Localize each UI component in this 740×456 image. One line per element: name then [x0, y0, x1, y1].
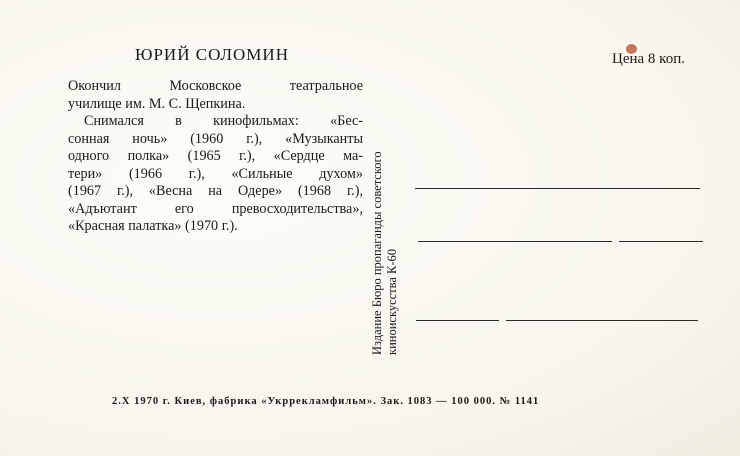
address-line — [506, 320, 698, 321]
bio-line: «Красная палатка» (1970 г.). — [68, 218, 238, 234]
address-line — [416, 320, 499, 321]
actor-name-title: ЮРИЙ СОЛОМИН — [135, 45, 289, 64]
bio-line: училище им. М. С. Щепкина. — [68, 95, 246, 112]
address-line — [415, 188, 700, 189]
publisher-line: киноискусства К-60 — [385, 248, 399, 355]
bio-line: «Адъютант его превосходительства», — [68, 200, 363, 217]
bio-line: Окончил Московское театральное — [68, 78, 363, 94]
bio-line: Снимался в кинофильмах: «Бес- — [84, 113, 363, 129]
address-line — [619, 241, 703, 242]
bio-line: (1967 г.), «Весна на Одере» (1968 г.), — [68, 183, 363, 199]
bio-line: тери» (1966 г.), «Сильные духом» — [68, 165, 363, 182]
bio-line: сонная ночь» (1960 г.), «Музыканты — [68, 130, 363, 147]
publisher-imprint — [370, 65, 400, 355]
address-line — [418, 241, 612, 242]
publisher-line: Издание Бюро пропаганды советского — [370, 151, 384, 355]
bio-line: одного полка» (1965 г.), «Сердце ма- — [68, 148, 363, 164]
biography-text — [68, 78, 363, 236]
price-label: Цена 8 коп. — [612, 51, 685, 67]
print-imprint-footer: 2.Х 1970 г. Киев, фабрика «Укррекламфильм». Зак. 1083 — 100 000. № 1141 — [112, 396, 540, 407]
